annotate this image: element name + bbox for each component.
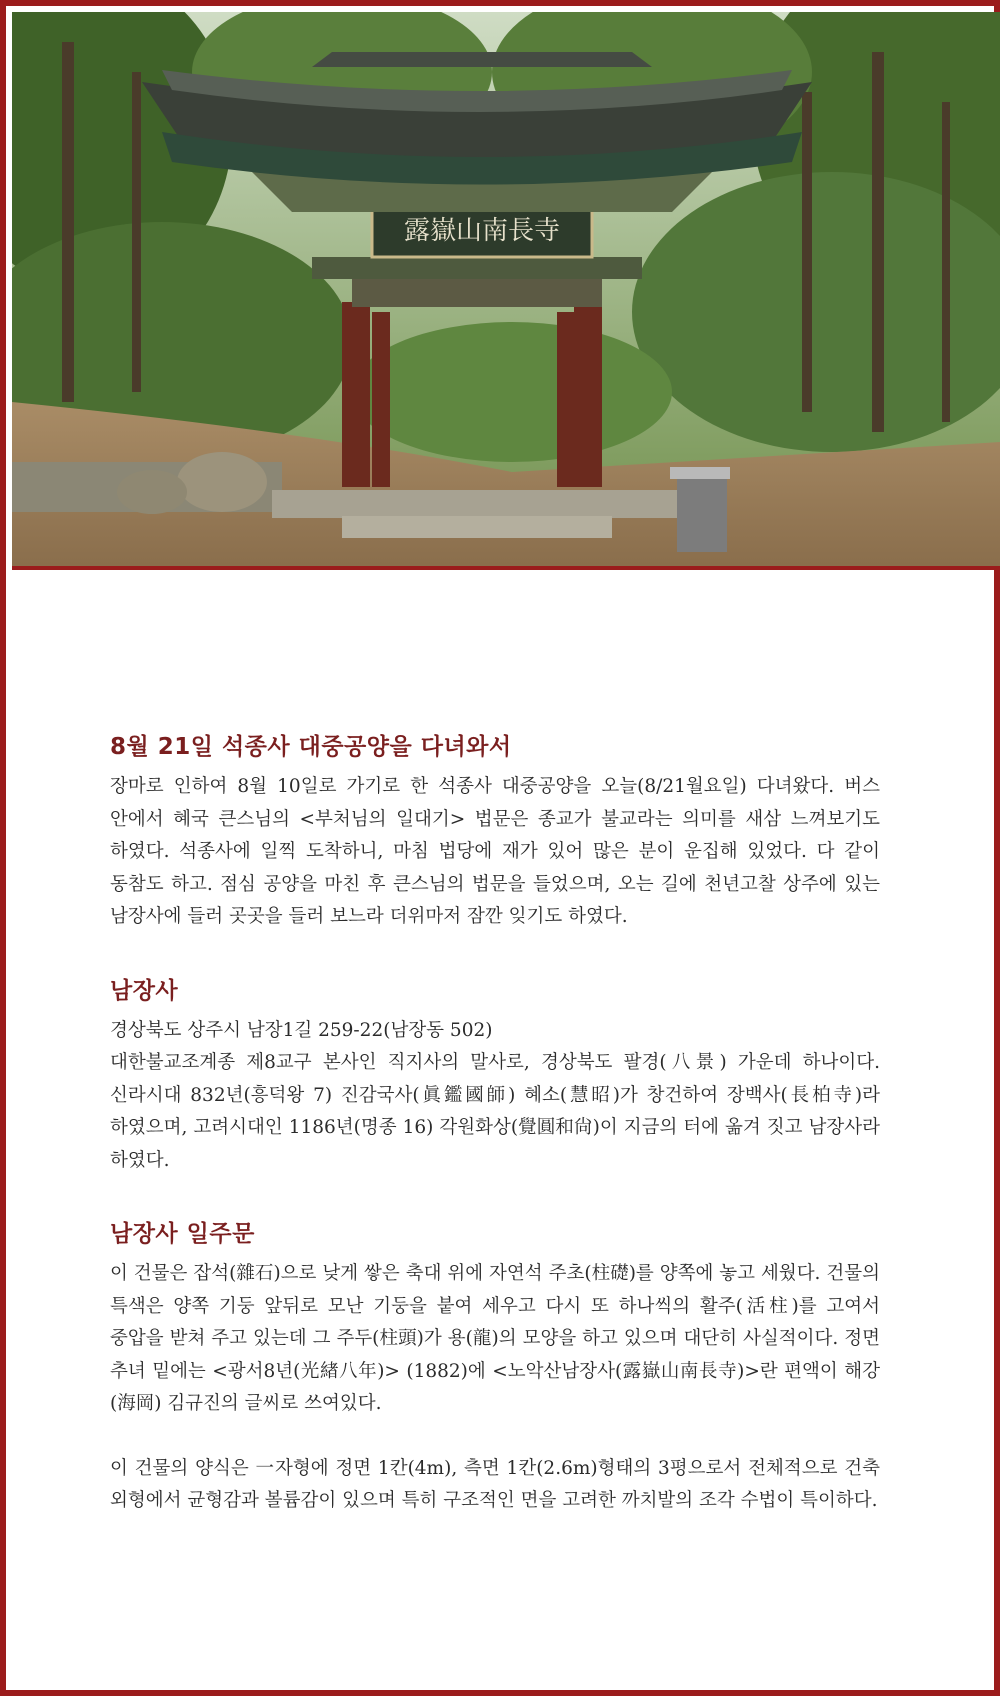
- article-body: [110, 728, 880, 1556]
- section-seokjongsa-visit: [110, 728, 880, 934]
- section-heading: 남장사: [110, 977, 179, 1004]
- temple-gate-photo: [12, 12, 1000, 570]
- address-line: 경상북도 상주시 남장1길 259-22(남장동 502): [110, 1019, 493, 1041]
- paragraph: 이 건물의 양식은 一자형에 정면 1칸(4m), 측면 1칸(2.6m)형태의 3평으로서 전체적으로 건축 외형에서 균형감과 볼륨감이 있으며 특히 구조적인 면을 고려한 까치발의 조각 수법이 특이하다.: [110, 1457, 880, 1511]
- paragraph: 이 건물은 잡석(雜石)으로 낮게 쌓은 축대 위에 자연석 주초(柱礎)를 양쪽에 놓고 세웠다. 건물의 특색은 양쪽 기둥 앞뒤로 모난 기둥을 붙여 세우고 다시 또 하나씩의 활주(活柱)를 고여서 중압을 받쳐 주고 있는데 그 주두(柱頭)가 용(龍)의 모양을 하고 있으며 대단히 사실적이다. 정면 추녀 밑에는 <광서8년(光緖八年)> (1882)에 <노악산남장사(露嶽山南長寺)>란 편액이 해강(海岡) 김규진의 글씨로 쓰여있다.: [110, 1263, 880, 1414]
- section-iljumun: [110, 1215, 880, 1518]
- section-namjangsa: [110, 972, 880, 1178]
- signboard-text: 露嶽山南長寺: [403, 216, 561, 246]
- section-heading: 남장사 일주문: [110, 1221, 255, 1247]
- gate-illustration: [12, 12, 1000, 566]
- info-sign: [670, 467, 730, 552]
- signboard: [372, 205, 592, 257]
- paragraph: 장마로 인하여 8월 10일로 가기로 한 석종사 대중공양을 오늘(8/21월요일) 다녀왔다. 버스 안에서 혜국 큰스님의 <부처님의 일대기> 법문은 종교가 불교라는 의미를 새삼 느껴보기도 하였다. 석종사에 일찍 도착하니, 마침 법당에 재가 있어 많은 분이 운집해 있었다. 다 같이 동참도 하고. 점심 공양을 마친 후 큰스님의 법문을 들었으며, 오는 길에 천년고찰 상주에 있는 남장사에 들러 곳곳을 들러 보느라 더위마저 잠깐 잊기도 하였다.: [110, 776, 880, 927]
- paragraph: 대한불교조계종 제8교구 본사인 직지사의 말사로, 경상북도 팔경(八景) 가운데 하나이다. 신라시대 832년(흥덕왕 7) 진감국사(眞鑑國師) 혜소(慧昭)가 창건하여 장백사(長柏寺)라 하였으며, 고려시대인 1186년(명종 16) 각원화상(覺圓和尙)이 지금의 터에 옮겨 짓고 남장사라 하였다.: [110, 1052, 880, 1171]
- section-heading: 8월 21일 석종사 대중공양을 다녀와서: [110, 734, 512, 760]
